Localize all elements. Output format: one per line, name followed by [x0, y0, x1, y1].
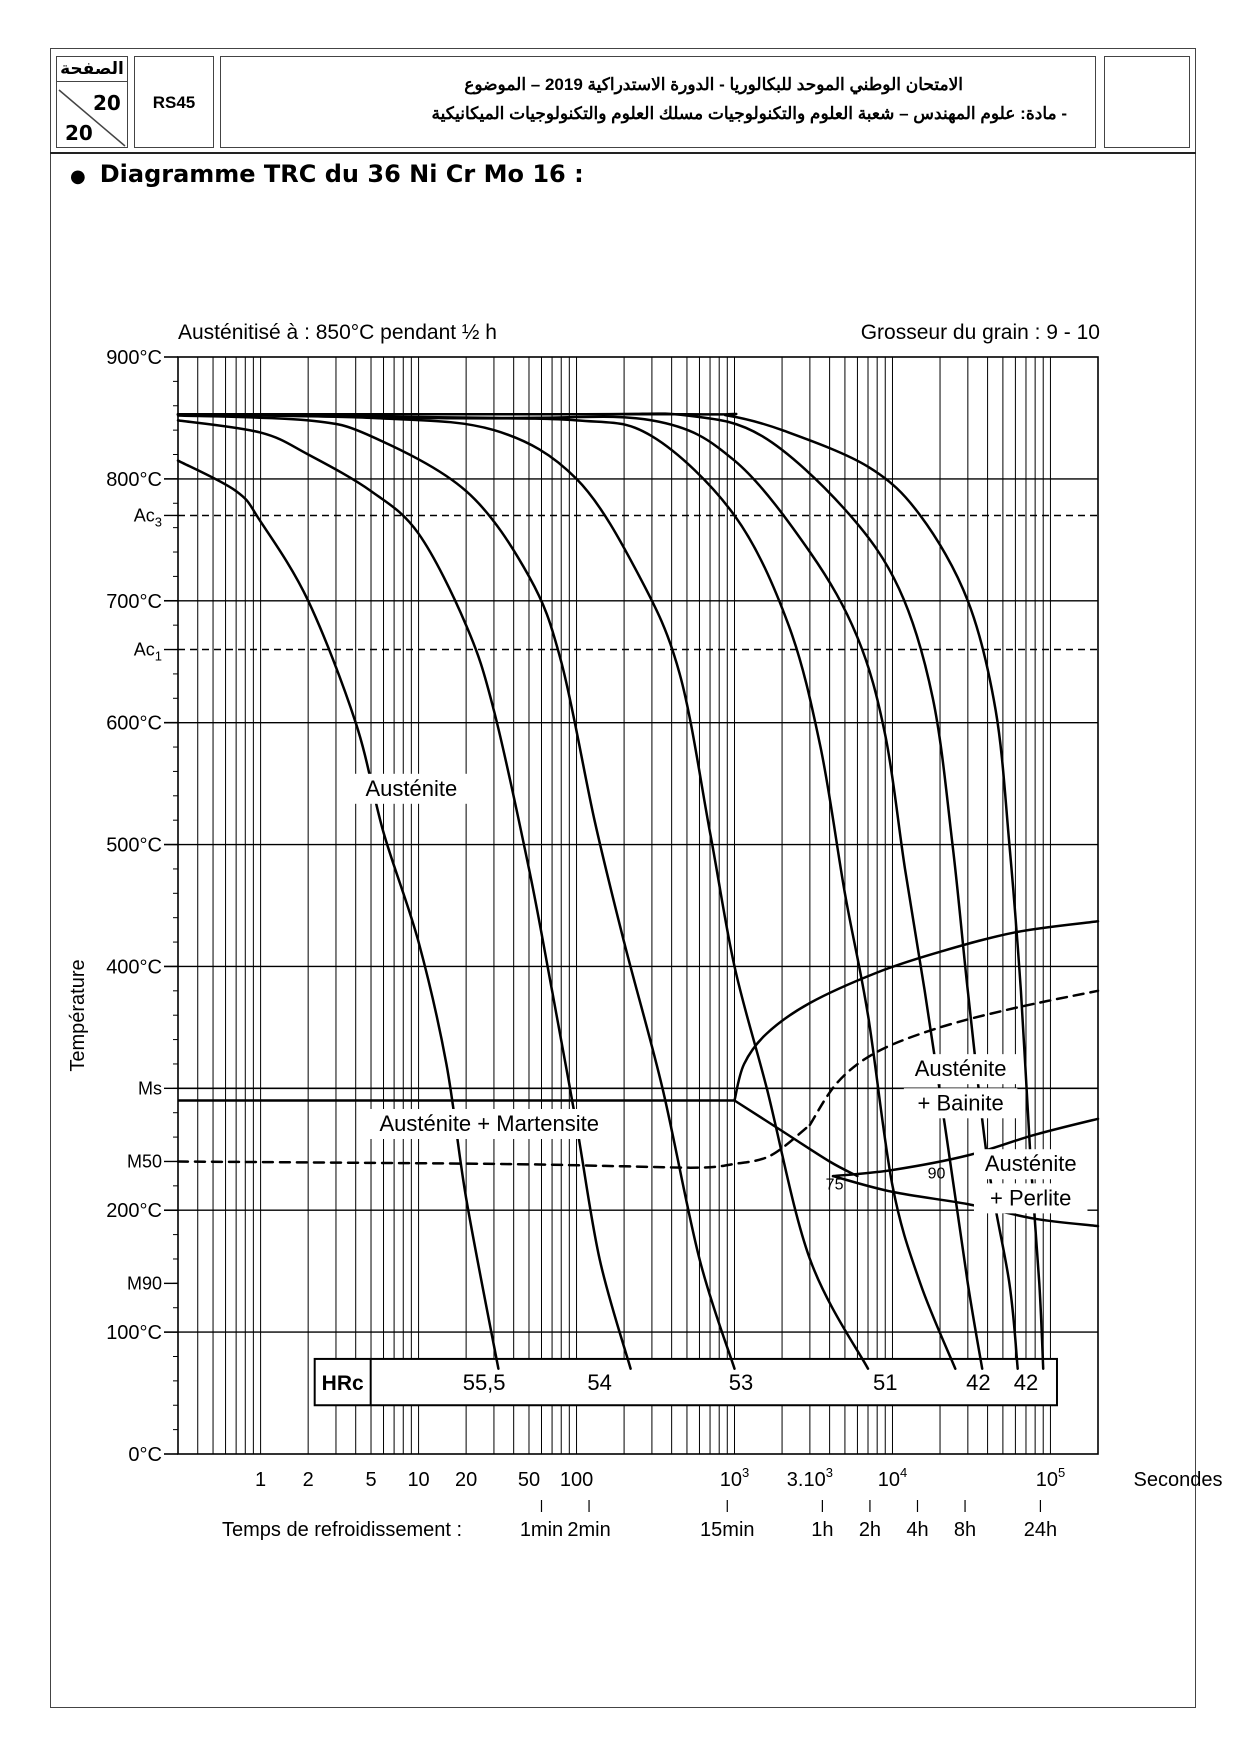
y-tick-label: 500°C	[106, 834, 162, 857]
y-critical-label: $Ac_1$	[133, 639, 162, 664]
time-mark-label: 1min	[519, 1519, 564, 1541]
region-label: Austénite	[914, 1056, 1007, 1082]
page-current: 20	[93, 91, 121, 115]
x-tick-label: 3.10$^3$	[786, 1465, 833, 1491]
time-mark-label: 8h	[953, 1519, 977, 1541]
hrc-value: 42	[1013, 1370, 1039, 1396]
ms-extension-curve	[735, 1101, 858, 1177]
y-critical-label: $Ac_3$	[133, 505, 162, 530]
y-critical-label: Ms	[138, 1078, 162, 1099]
percent-label: 75	[825, 1176, 844, 1194]
y-tick-label: 400°C	[106, 956, 162, 979]
x-tick-label: 100	[559, 1469, 594, 1491]
hrc-value: 53	[728, 1370, 754, 1396]
x-tick-label: $10^5$	[1035, 1465, 1066, 1491]
x-tick-label: $10^4$	[877, 1465, 908, 1491]
x-tick-label: 1	[255, 1469, 267, 1491]
hrc-label: HRc	[321, 1372, 364, 1396]
x-tick-label: 50	[517, 1469, 541, 1491]
y-tick-label: 100°C	[106, 1322, 162, 1345]
time-axis-label: Temps de refroidissement :	[222, 1519, 463, 1541]
hrc-box-fill	[315, 1359, 1057, 1405]
hrc-value: 54	[587, 1370, 612, 1396]
y-tick-label: 200°C	[106, 1200, 162, 1223]
page-total: 20	[65, 121, 93, 145]
y-critical-subscript: 3	[154, 514, 162, 530]
cooling-curve-3	[178, 416, 735, 1369]
time-mark-label: 15min	[700, 1519, 755, 1541]
y-tick-label: 700°C	[106, 590, 162, 613]
cooling-curve-7	[178, 414, 1018, 1369]
y-critical-label: M50	[126, 1151, 162, 1172]
region-label: Austénite + Martensite	[379, 1110, 599, 1136]
exam-code: RS45	[152, 93, 196, 112]
hrc-value: 42	[966, 1370, 991, 1396]
percent-label: 90	[927, 1165, 946, 1183]
exam-title-line1: الامتحان الوطني الموحد للبكالوريا - الدورة الاستدراكية 2019 – الموضوع	[464, 75, 963, 94]
x-tick-superscript: 3	[825, 1465, 833, 1480]
y-tick-label: 900°C	[106, 347, 162, 369]
cooling-curve-6	[178, 414, 982, 1368]
section-heading-text: Diagramme TRC du 36 Ni Cr Mo 16 :	[99, 160, 584, 188]
y-tick-label: 600°C	[106, 712, 162, 735]
bullet-icon: ●	[70, 166, 86, 187]
time-mark-label: 2h	[858, 1519, 882, 1541]
x-tick-label: $10^3$	[719, 1465, 750, 1491]
y-tick-label: 0°C	[128, 1444, 162, 1466]
region-label: Austénite	[365, 775, 458, 801]
x-tick-superscript: 5	[1057, 1465, 1066, 1480]
region-label: + Perlite	[990, 1185, 1072, 1211]
y-axis-title: Température	[67, 959, 89, 1072]
x-tick-label: 20	[454, 1469, 478, 1491]
region-label: + Bainite	[917, 1090, 1004, 1116]
x-unit-label: Secondes	[1133, 1469, 1223, 1491]
x-tick-label: 2	[302, 1469, 314, 1491]
grain-size-note: Grosseur du grain : 9 - 10	[860, 321, 1100, 344]
time-mark-label: 24h	[1023, 1519, 1058, 1541]
cooling-curve-1	[178, 461, 498, 1369]
x-tick-superscript: 3	[742, 1465, 750, 1480]
cooling-curve-5	[178, 414, 955, 1368]
time-mark-label: 2min	[567, 1519, 611, 1541]
hrc-value: 55,5	[462, 1370, 506, 1396]
austenitization-note: Austénitisé à : 850°C pendant ½ h	[178, 321, 497, 344]
y-critical-label: M90	[126, 1273, 162, 1294]
hrc-value: 51	[873, 1370, 898, 1396]
page-label: الصفحة	[60, 59, 124, 79]
y-tick-label: 800°C	[106, 468, 162, 491]
time-mark-label: 4h	[906, 1519, 929, 1541]
y-critical-subscript: 1	[154, 648, 162, 664]
x-tick-label: 5	[365, 1469, 377, 1491]
time-mark-label: 1h	[811, 1519, 834, 1541]
exam-title-line2: - مادة: علوم المهندس – شعبة العلوم والتكنولوجيات مسلك العلوم والتكنولوجيات الميكانيكية	[431, 104, 1067, 123]
x-tick-label: 10	[407, 1469, 430, 1491]
region-label: Austénite	[984, 1151, 1077, 1177]
x-tick-superscript: 4	[899, 1465, 908, 1480]
cooling-curve-4	[178, 414, 868, 1368]
